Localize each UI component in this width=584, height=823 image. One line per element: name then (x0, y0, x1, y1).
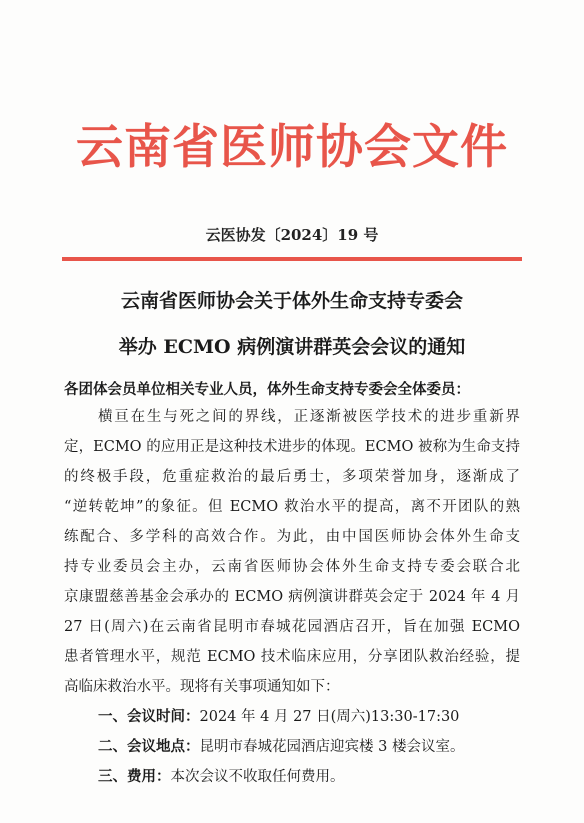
body-line: 持专业委员会主办，云南省医师协会体外生命支持专委会联合北 (64, 559, 520, 575)
body-line: 定，ECMO 的应用正是这种技术进步的体现。ECMO 被称为生命支持 (64, 439, 520, 455)
masthead-title: 云南省医师协会文件 (76, 120, 508, 175)
item-value: 昆明市春城花园酒店迎宾楼 3 楼会议室。 (199, 739, 465, 755)
notice-title-line-1: 云南省医师协会关于体外生命支持专委会 (120, 290, 463, 312)
item-value: 本次会议不收取任何费用。 (170, 769, 345, 785)
notice-title-line-2: 举办 ECMO 病例演讲群英会会议的通知 (118, 336, 466, 358)
item-label: 二、会议地点： (98, 738, 200, 755)
body-line: “逆转乾坤”的象征。但 ECMO 救治水平的提高，离不开团队的熟 (64, 499, 520, 515)
body-line: 患者管理水平，规范 ECMO 技术临床应用，分享团队救治经验，提 (64, 649, 520, 665)
item-value: 2024 年 4 月 27 日(周六)13:30-17:30 (199, 709, 460, 725)
notice-item-fee (98, 765, 528, 789)
body-line: 练配合、多学科的高效合作。为此，由中国医师协会体外生命支 (64, 529, 520, 545)
notice-item-venue (98, 735, 528, 759)
body-line: 京康盟慈善基金会承办的 ECMO 病例演讲群英会定于 2024 年 4 月 (64, 589, 520, 605)
red-divider-line (62, 257, 522, 261)
item-label: 三、费用： (98, 768, 171, 785)
body-line: 横亘在生与死之间的界线，正逐渐被医学技术的进步重新界 (98, 409, 520, 425)
item-label: 一、会议时间： (98, 708, 200, 725)
body-line: 高临床救治水平。现将有关事项通知如下： (64, 679, 340, 695)
notice-item-time (98, 705, 528, 729)
document-number: 云医协发〔2024〕19 号 (205, 226, 379, 244)
body-line: 27 日(周六)在云南省昆明市春城花园酒店召开，旨在加强 ECMO (64, 619, 520, 635)
salutation: 各团体会员单位相关专业人员，体外生命支持专委会全体委员： (64, 381, 470, 398)
body-line: 的终极手段，危重症救治的最后勇士，多项荣誉加身，逐渐成了 (64, 469, 520, 485)
